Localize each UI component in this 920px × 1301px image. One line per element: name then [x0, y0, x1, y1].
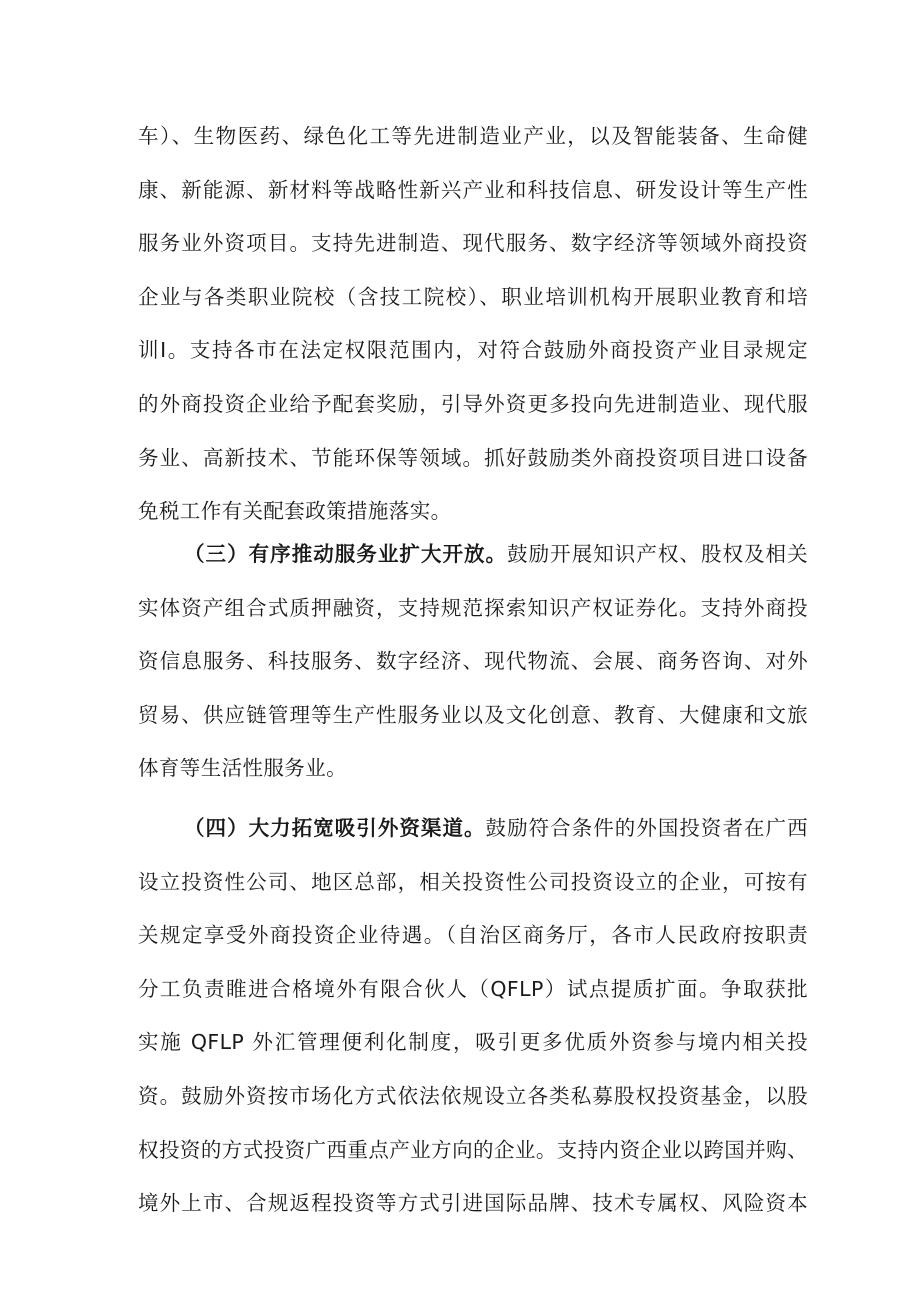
- paragraph-industries: [138, 110, 808, 539]
- text-line: 实体资产组合式质押融资，支持规范探索知识产权证券化。支持外商投: [138, 595, 808, 620]
- text-line: 境外上市、合规返程投资等方式引进国际品牌、技术专属权、风险资本: [138, 1191, 808, 1216]
- text-line: 权投资的方式投资广西重点产业方向的企业。支持内资企业以跨国并购、: [138, 1137, 808, 1162]
- paragraph-service-opening: [138, 528, 808, 796]
- text-line: 设立投资性公司、地区总部，相关投资性公司投资设立的企业，可按有: [138, 869, 808, 894]
- text-line: 资。鼓励外资按市场化方式依法依规设立各类私募股权投资基金，以股: [138, 1083, 808, 1108]
- text-line: 的外商投资企业给予配套奖励，引导外资更多投向先进制造业、现代服: [138, 391, 808, 416]
- text-line: 训Ⅰ。支持各市在法定权限范围内，对符合鼓励外商投资产业目录规定: [138, 338, 808, 363]
- text-line: 康、新能源、新材料等战略性新兴产业和科技信息、研发设计等生产性: [138, 177, 808, 202]
- text-line: 务业、高新技术、节能环保等领域。抓好鼓励类外商投资项目进口设备: [138, 445, 808, 470]
- text-line: 分工负责睢进合格境外有限合伙人（QFLP）试点提质扩面。争取获批: [138, 976, 808, 1001]
- text-run: 鼓励开展知识产权、股权及相关: [507, 542, 808, 566]
- text-line: 企业与各类职业院校（含技工院校）、职业培训机构开展职业教育和培: [138, 284, 808, 309]
- text-line: 体育等生活性服务业。: [138, 756, 347, 781]
- text-run: 鼓励符合条件的外国投资者在广西: [485, 816, 808, 840]
- paragraph-foreign-capital-channels: [138, 802, 808, 1231]
- text-line: 免税工作有关配套政策措施落实。: [138, 499, 452, 524]
- text-line-first: [138, 528, 808, 582]
- text-line: 资信息服务、科技服务、数字经济、现代物流、会展、商务咨询、对外: [138, 649, 808, 674]
- text-line-first: [138, 802, 808, 856]
- text-line: 实施 QFLP 外汇管理便利化制度，吸引更多优质外资参与境内相关投: [138, 1030, 808, 1055]
- text-line: 关规定享受外商投资企业待遇。（自治区商务厅，各市人民政府按职责: [138, 923, 808, 948]
- section-heading: （三）有序推动服务业扩大开放。: [184, 542, 508, 566]
- text-line: 车）、生物医药、绿色化工等先进制造业产业，以及智能装备、生命健: [138, 124, 808, 148]
- text-line: 服务业外资项目。支持先进制造、现代服务、数字经济等领域外商投资: [138, 231, 808, 256]
- text-line: 贸易、供应链管理等生产性服务业以及文化创意、教育、大健康和文旅: [138, 702, 808, 727]
- section-heading: （四）大力拓宽吸引外资渠道。: [184, 816, 486, 840]
